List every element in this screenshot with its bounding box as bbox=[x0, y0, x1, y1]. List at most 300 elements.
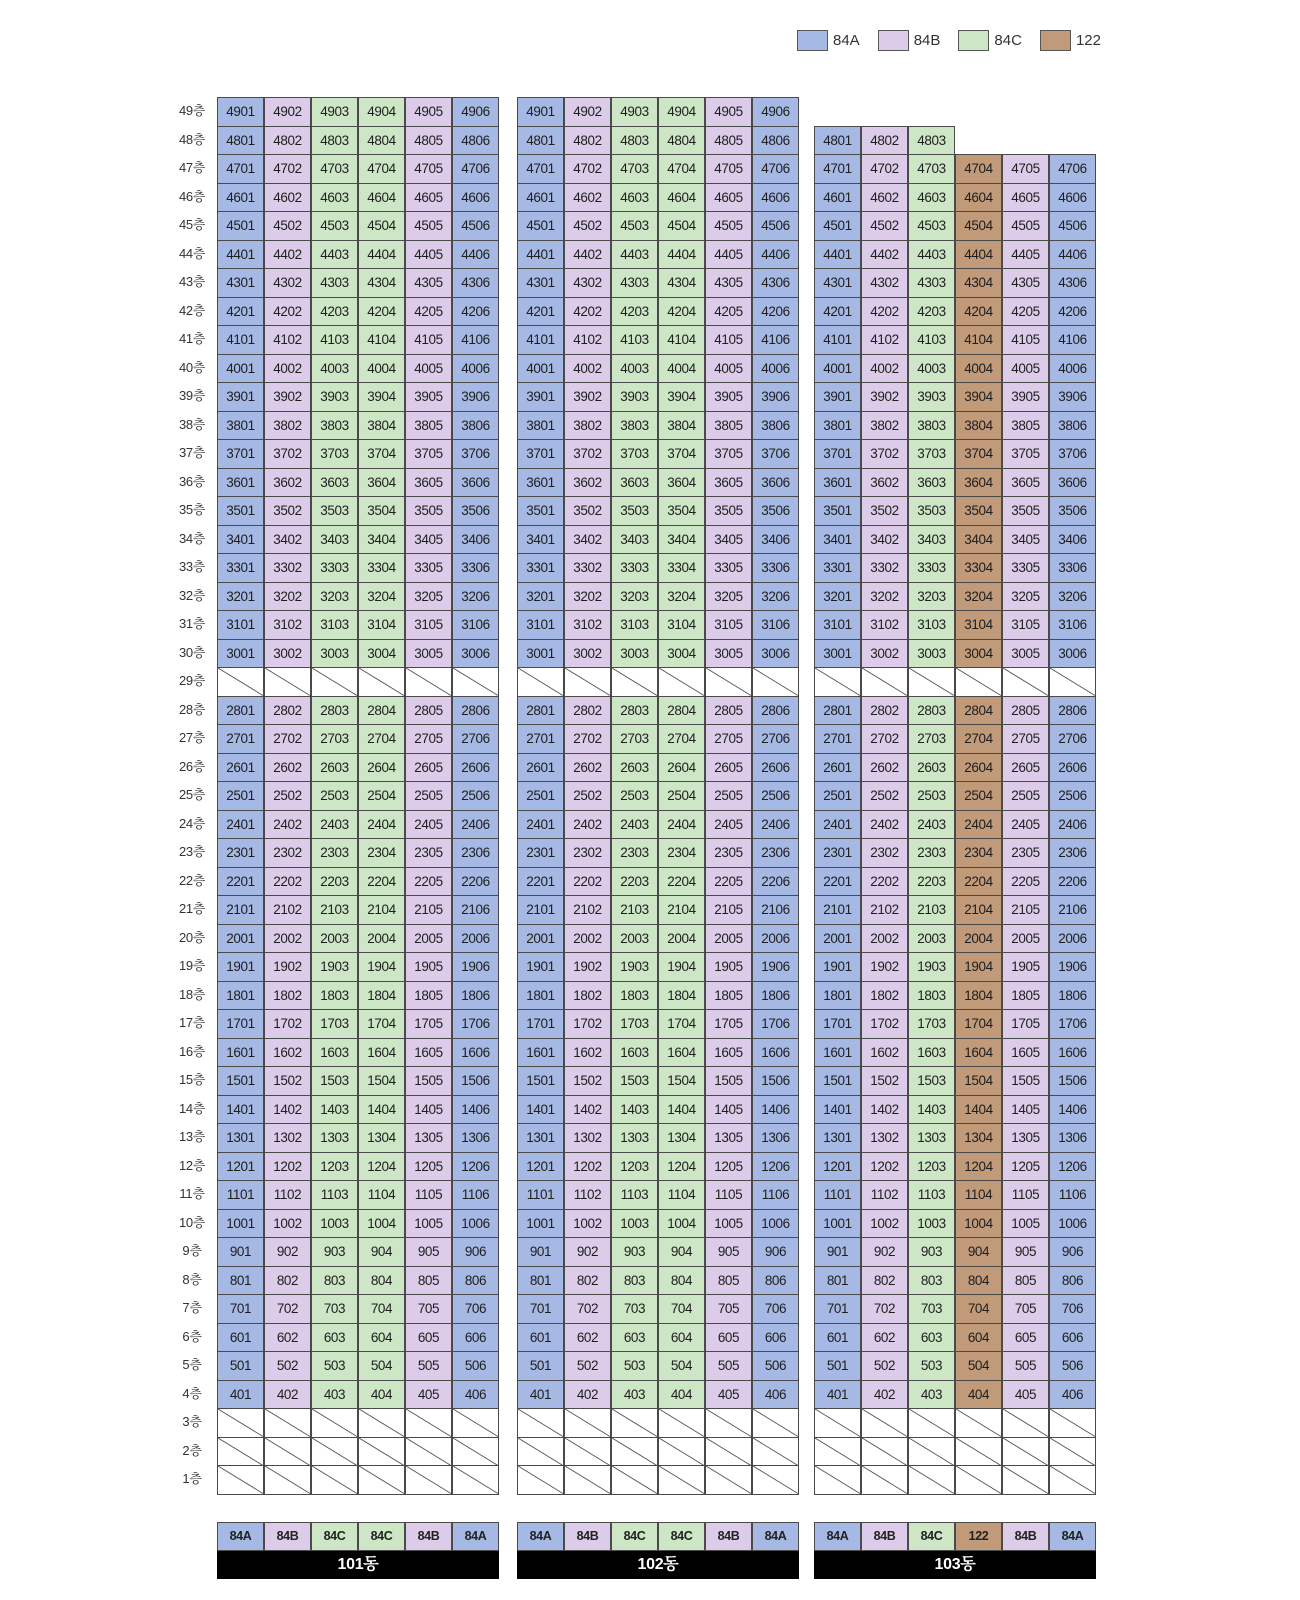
unit-cell: 2205 bbox=[1002, 867, 1049, 897]
unit-cell: 4101 bbox=[814, 325, 861, 355]
empty-unit-cell bbox=[861, 667, 908, 697]
unit-cell: 506 bbox=[752, 1351, 799, 1381]
unit-cell: 3902 bbox=[564, 382, 611, 412]
unit-cell: 3305 bbox=[1002, 553, 1049, 583]
unit-cell: 3305 bbox=[705, 553, 752, 583]
unit-cell: 2605 bbox=[705, 753, 752, 783]
unit-cell: 4501 bbox=[517, 211, 564, 241]
empty-unit-cell bbox=[1002, 1437, 1049, 1467]
unit-cell: 2802 bbox=[264, 696, 311, 726]
unit-cell: 3406 bbox=[452, 525, 499, 555]
unit-cell: 4904 bbox=[358, 97, 405, 127]
empty-unit-cell bbox=[452, 1437, 499, 1467]
empty-unit-cell bbox=[752, 1408, 799, 1438]
unit-cell: 404 bbox=[358, 1380, 405, 1410]
unit-cell: 4602 bbox=[564, 183, 611, 213]
floor-label: 26층 bbox=[178, 758, 206, 774]
unit-cell: 1201 bbox=[517, 1152, 564, 1182]
unit-cell: 1303 bbox=[908, 1123, 955, 1153]
unit-cell: 2803 bbox=[311, 696, 358, 726]
unit-cell: 1001 bbox=[814, 1209, 861, 1239]
unit-cell: 2502 bbox=[861, 781, 908, 811]
unit-cell: 4502 bbox=[264, 211, 311, 241]
unit-cell: 502 bbox=[564, 1351, 611, 1381]
empty-unit-cell bbox=[1049, 1408, 1096, 1438]
floor-label: 22층 bbox=[178, 872, 206, 888]
unit-cell: 4804 bbox=[658, 126, 705, 156]
unit-cell: 3101 bbox=[517, 610, 564, 640]
unit-cell: 3401 bbox=[517, 525, 564, 555]
unit-cell: 2502 bbox=[264, 781, 311, 811]
unit-cell: 4003 bbox=[611, 354, 658, 384]
unit-cell: 4603 bbox=[908, 183, 955, 213]
unit-cell: 3305 bbox=[405, 553, 452, 583]
empty-unit-cell bbox=[752, 1465, 799, 1495]
unit-cell: 2502 bbox=[564, 781, 611, 811]
unit-cell: 3705 bbox=[705, 439, 752, 469]
unit-cell: 502 bbox=[264, 1351, 311, 1381]
unit-cell: 1303 bbox=[611, 1123, 658, 1153]
unit-cell: 2801 bbox=[814, 696, 861, 726]
unit-cell: 3105 bbox=[705, 610, 752, 640]
unit-cell: 3004 bbox=[658, 639, 705, 669]
unit-cell: 3701 bbox=[517, 439, 564, 469]
unit-cell: 706 bbox=[452, 1294, 499, 1324]
floor-label: 36층 bbox=[178, 473, 206, 489]
unit-cell: 4701 bbox=[217, 154, 264, 184]
unit-cell: 3103 bbox=[311, 610, 358, 640]
unit-grid bbox=[517, 97, 799, 1522]
unit-cell: 4201 bbox=[217, 297, 264, 327]
legend-swatch bbox=[878, 30, 909, 51]
unit-type-cell: 84B bbox=[705, 1522, 752, 1551]
floor-label: 16층 bbox=[178, 1043, 206, 1059]
unit-cell: 1801 bbox=[814, 981, 861, 1011]
unit-cell: 4202 bbox=[264, 297, 311, 327]
unit-cell: 3906 bbox=[752, 382, 799, 412]
unit-cell: 4002 bbox=[564, 354, 611, 384]
unit-cell: 2001 bbox=[814, 924, 861, 954]
floor-label: 40층 bbox=[178, 359, 206, 375]
unit-grid bbox=[814, 97, 1096, 1522]
unit-cell: 4406 bbox=[752, 240, 799, 270]
unit-cell: 2503 bbox=[611, 781, 658, 811]
unit-cell: 1102 bbox=[564, 1180, 611, 1210]
unit-cell: 4103 bbox=[908, 325, 955, 355]
unit-cell: 504 bbox=[358, 1351, 405, 1381]
unit-cell: 4305 bbox=[705, 268, 752, 298]
unit-cell: 1106 bbox=[1049, 1180, 1096, 1210]
unit-cell: 1204 bbox=[358, 1152, 405, 1182]
empty-unit-cell bbox=[752, 667, 799, 697]
unit-cell: 2102 bbox=[264, 895, 311, 925]
unit-cell: 1805 bbox=[1002, 981, 1049, 1011]
empty-unit-cell bbox=[705, 1465, 752, 1495]
unit-cell: 4004 bbox=[955, 354, 1002, 384]
unit-cell: 3203 bbox=[611, 582, 658, 612]
unit-type-cell: 84B bbox=[564, 1522, 611, 1551]
unit-cell: 2306 bbox=[752, 838, 799, 868]
unit-cell: 4303 bbox=[611, 268, 658, 298]
empty-unit-cell bbox=[217, 1437, 264, 1467]
unit-cell: 802 bbox=[264, 1266, 311, 1296]
empty-unit-cell bbox=[217, 1465, 264, 1495]
unit-cell: 404 bbox=[955, 1380, 1002, 1410]
unit-cell: 605 bbox=[1002, 1323, 1049, 1353]
unit-cell: 2706 bbox=[1049, 724, 1096, 754]
unit-cell: 3106 bbox=[1049, 610, 1096, 640]
unit-cell: 4701 bbox=[814, 154, 861, 184]
unit-cell: 3405 bbox=[405, 525, 452, 555]
unit-cell: 3002 bbox=[564, 639, 611, 669]
unit-cell: 703 bbox=[611, 1294, 658, 1324]
empty-unit-cell bbox=[955, 1465, 1002, 1495]
unit-cell: 1404 bbox=[358, 1095, 405, 1125]
unit-cell: 1706 bbox=[452, 1009, 499, 1039]
unit-cell: 606 bbox=[752, 1323, 799, 1353]
unit-cell: 3501 bbox=[217, 496, 264, 526]
unit-cell: 4606 bbox=[1049, 183, 1096, 213]
building-name: 103동 bbox=[814, 1551, 1096, 1579]
unit-cell: 3204 bbox=[658, 582, 705, 612]
unit-cell: 2103 bbox=[311, 895, 358, 925]
unit-cell: 4706 bbox=[1049, 154, 1096, 184]
unit-cell: 3404 bbox=[955, 525, 1002, 555]
floor-label: 9층 bbox=[182, 1243, 202, 1258]
unit-cell: 4204 bbox=[658, 297, 705, 327]
floor-label: 23층 bbox=[178, 844, 206, 859]
unit-cell: 4604 bbox=[658, 183, 705, 213]
empty-unit-cell bbox=[517, 1437, 564, 1467]
unit-cell: 4902 bbox=[564, 97, 611, 127]
empty-unit-cell bbox=[517, 1408, 564, 1438]
unit-type-row bbox=[517, 1522, 799, 1551]
unit-cell: 2703 bbox=[611, 724, 658, 754]
unit-cell: 704 bbox=[955, 1294, 1002, 1324]
floor-label: 42층 bbox=[178, 302, 206, 318]
unit-cell: 2401 bbox=[517, 810, 564, 840]
empty-unit-cell bbox=[564, 1437, 611, 1467]
unit-cell: 2305 bbox=[705, 838, 752, 868]
unit-cell: 2105 bbox=[1002, 895, 1049, 925]
unit-cell: 802 bbox=[861, 1266, 908, 1296]
unit-cell: 3002 bbox=[861, 639, 908, 669]
unit-cell: 1704 bbox=[955, 1009, 1002, 1039]
unit-cell: 4103 bbox=[611, 325, 658, 355]
unit-cell: 1904 bbox=[955, 952, 1002, 982]
empty-unit-cell bbox=[611, 667, 658, 697]
unit-cell: 3802 bbox=[564, 411, 611, 441]
unit-cell: 3405 bbox=[705, 525, 752, 555]
unit-cell: 4703 bbox=[908, 154, 955, 184]
unit-cell: 4802 bbox=[264, 126, 311, 156]
unit-cell: 702 bbox=[861, 1294, 908, 1324]
unit-cell: 801 bbox=[217, 1266, 264, 1296]
unit-cell: 4601 bbox=[814, 183, 861, 213]
empty-unit-cell bbox=[1049, 1437, 1096, 1467]
unit-cell: 1202 bbox=[564, 1152, 611, 1182]
empty-unit-cell bbox=[217, 667, 264, 697]
unit-cell: 2405 bbox=[705, 810, 752, 840]
unit-cell: 1202 bbox=[861, 1152, 908, 1182]
unit-cell: 1702 bbox=[861, 1009, 908, 1039]
empty-unit-cell bbox=[1049, 1465, 1096, 1495]
unit-cell: 1705 bbox=[1002, 1009, 1049, 1039]
unit-cell: 701 bbox=[517, 1294, 564, 1324]
floor-label: 48층 bbox=[178, 131, 206, 147]
unit-cell: 3501 bbox=[517, 496, 564, 526]
unit-cell: 1503 bbox=[311, 1066, 358, 1096]
unit-cell: 1703 bbox=[611, 1009, 658, 1039]
unit-cell: 2106 bbox=[1049, 895, 1096, 925]
unit-cell: 1003 bbox=[611, 1209, 658, 1239]
unit-cell: 1105 bbox=[705, 1180, 752, 1210]
unit-cell: 4304 bbox=[358, 268, 405, 298]
unit-cell: 404 bbox=[658, 1380, 705, 1410]
unit-cell: 505 bbox=[1002, 1351, 1049, 1381]
unit-cell: 2004 bbox=[955, 924, 1002, 954]
unit-cell: 4701 bbox=[517, 154, 564, 184]
empty-unit-cell bbox=[705, 667, 752, 697]
unit-cell: 3101 bbox=[217, 610, 264, 640]
unit-cell: 405 bbox=[1002, 1380, 1049, 1410]
empty-unit-cell bbox=[311, 1437, 358, 1467]
floor-label: 34층 bbox=[178, 530, 206, 546]
unit-cell: 1401 bbox=[217, 1095, 264, 1125]
unit-cell: 2603 bbox=[908, 753, 955, 783]
unit-cell: 2005 bbox=[1002, 924, 1049, 954]
unit-cell: 1104 bbox=[955, 1180, 1002, 1210]
unit-cell: 1003 bbox=[908, 1209, 955, 1239]
unit-cell: 1001 bbox=[517, 1209, 564, 1239]
empty-unit-cell bbox=[861, 1465, 908, 1495]
unit-cell: 2701 bbox=[217, 724, 264, 754]
unit-cell: 1402 bbox=[564, 1095, 611, 1125]
empty-unit-cell bbox=[861, 1408, 908, 1438]
unit-cell: 3202 bbox=[264, 582, 311, 612]
unit-cell: 1303 bbox=[311, 1123, 358, 1153]
unit-cell: 2404 bbox=[955, 810, 1002, 840]
unit-cell: 3102 bbox=[861, 610, 908, 640]
unit-cell: 1104 bbox=[358, 1180, 405, 1210]
unit-cell: 1405 bbox=[405, 1095, 452, 1125]
floor-label: 6층 bbox=[182, 1328, 202, 1344]
unit-cell: 2001 bbox=[517, 924, 564, 954]
unit-cell: 1403 bbox=[311, 1095, 358, 1125]
unit-cell: 3202 bbox=[564, 582, 611, 612]
unit-cell: 1304 bbox=[658, 1123, 705, 1153]
unit-cell: 3701 bbox=[217, 439, 264, 469]
unit-cell: 503 bbox=[611, 1351, 658, 1381]
unit-cell: 3905 bbox=[705, 382, 752, 412]
unit-cell: 4806 bbox=[752, 126, 799, 156]
empty-unit-cell bbox=[1002, 667, 1049, 697]
unit-cell: 706 bbox=[1049, 1294, 1096, 1324]
unit-cell: 4204 bbox=[955, 297, 1002, 327]
floor-label: 17층 bbox=[178, 1015, 206, 1030]
unit-cell: 501 bbox=[217, 1351, 264, 1381]
unit-cell: 4501 bbox=[814, 211, 861, 241]
unit-cell: 1103 bbox=[908, 1180, 955, 1210]
unit-grid bbox=[217, 97, 499, 1522]
unit-cell: 3503 bbox=[908, 496, 955, 526]
unit-cell: 4204 bbox=[358, 297, 405, 327]
unit-cell: 1103 bbox=[611, 1180, 658, 1210]
unit-cell: 3902 bbox=[264, 382, 311, 412]
legend-item-84C bbox=[958, 30, 1022, 51]
unit-cell: 1102 bbox=[861, 1180, 908, 1210]
unit-cell: 1604 bbox=[358, 1038, 405, 1068]
empty-unit-cell bbox=[358, 1408, 405, 1438]
unit-cell: 1606 bbox=[452, 1038, 499, 1068]
unit-cell: 3904 bbox=[358, 382, 405, 412]
empty-unit-cell bbox=[405, 1465, 452, 1495]
floor-label: 15층 bbox=[178, 1072, 206, 1087]
unit-cell: 4103 bbox=[311, 325, 358, 355]
unit-cell: 4401 bbox=[814, 240, 861, 270]
empty-unit-cell bbox=[908, 1437, 955, 1467]
unit-cell: 3401 bbox=[814, 525, 861, 555]
unit-cell: 3101 bbox=[814, 610, 861, 640]
unit-cell: 2206 bbox=[452, 867, 499, 897]
empty-unit-cell bbox=[658, 667, 705, 697]
unit-cell: 1806 bbox=[752, 981, 799, 1011]
unit-cell: 1804 bbox=[658, 981, 705, 1011]
unit-cell: 4501 bbox=[217, 211, 264, 241]
unit-cell: 2503 bbox=[311, 781, 358, 811]
unit-cell: 2002 bbox=[264, 924, 311, 954]
unit-cell: 2505 bbox=[705, 781, 752, 811]
unit-cell: 4702 bbox=[861, 154, 908, 184]
unit-cell: 3102 bbox=[264, 610, 311, 640]
empty-unit-cell bbox=[814, 667, 861, 697]
unit-cell: 1705 bbox=[705, 1009, 752, 1039]
unit-cell: 3503 bbox=[311, 496, 358, 526]
unit-cell: 2604 bbox=[955, 753, 1002, 783]
unit-cell: 2102 bbox=[564, 895, 611, 925]
unit-cell: 3505 bbox=[1002, 496, 1049, 526]
empty-unit-cell bbox=[611, 1465, 658, 1495]
unit-cell: 3404 bbox=[658, 525, 705, 555]
unit-cell: 501 bbox=[517, 1351, 564, 1381]
unit-type-cell: 84A bbox=[1049, 1522, 1096, 1551]
unit-cell: 402 bbox=[564, 1380, 611, 1410]
empty-unit-cell bbox=[814, 1408, 861, 1438]
unit-cell: 2301 bbox=[517, 838, 564, 868]
empty-unit-cell bbox=[611, 1408, 658, 1438]
empty-unit-cell bbox=[1002, 1408, 1049, 1438]
unit-cell: 1806 bbox=[1049, 981, 1096, 1011]
unit-type-cell: 84C bbox=[611, 1522, 658, 1551]
unit-cell: 3801 bbox=[217, 411, 264, 441]
unit-cell: 1604 bbox=[955, 1038, 1002, 1068]
unit-cell: 3804 bbox=[955, 411, 1002, 441]
unit-cell: 4603 bbox=[611, 183, 658, 213]
building-name: 102동 bbox=[517, 1551, 799, 1579]
unit-cell: 2006 bbox=[452, 924, 499, 954]
unit-cell: 4102 bbox=[564, 325, 611, 355]
unit-cell: 703 bbox=[908, 1294, 955, 1324]
unit-cell: 1106 bbox=[452, 1180, 499, 1210]
floor-label: 19층 bbox=[178, 958, 206, 973]
unit-cell: 2505 bbox=[1002, 781, 1049, 811]
unit-type-cell: 84A bbox=[814, 1522, 861, 1551]
unit-cell: 1004 bbox=[358, 1209, 405, 1239]
empty-unit-cell bbox=[311, 1408, 358, 1438]
unit-cell: 3304 bbox=[658, 553, 705, 583]
unit-cell: 3503 bbox=[611, 496, 658, 526]
empty-unit-cell bbox=[705, 1437, 752, 1467]
unit-cell: 704 bbox=[658, 1294, 705, 1324]
unit-type-row bbox=[217, 1522, 499, 1551]
floor-label: 33층 bbox=[178, 559, 206, 574]
unit-cell: 4602 bbox=[264, 183, 311, 213]
unit-cell: 3306 bbox=[452, 553, 499, 583]
unit-cell: 4605 bbox=[705, 183, 752, 213]
unit-cell: 4005 bbox=[705, 354, 752, 384]
unit-cell: 1006 bbox=[752, 1209, 799, 1239]
unit-cell: 4004 bbox=[358, 354, 405, 384]
empty-unit-cell bbox=[452, 1465, 499, 1495]
unit-cell: 1002 bbox=[861, 1209, 908, 1239]
unit-cell: 4803 bbox=[311, 126, 358, 156]
unit-cell: 1504 bbox=[955, 1066, 1002, 1096]
unit-cell: 2301 bbox=[814, 838, 861, 868]
unit-cell: 2201 bbox=[814, 867, 861, 897]
unit-cell: 3903 bbox=[311, 382, 358, 412]
unit-cell: 4001 bbox=[217, 354, 264, 384]
unit-cell: 1201 bbox=[217, 1152, 264, 1182]
unit-cell: 1904 bbox=[358, 952, 405, 982]
unit-cell: 1901 bbox=[517, 952, 564, 982]
unit-cell: 1503 bbox=[611, 1066, 658, 1096]
empty-unit-cell bbox=[564, 667, 611, 697]
unit-cell: 4206 bbox=[752, 297, 799, 327]
unit-cell: 2401 bbox=[217, 810, 264, 840]
unit-cell: 601 bbox=[814, 1323, 861, 1353]
unit-cell: 4604 bbox=[358, 183, 405, 213]
unit-cell: 3801 bbox=[814, 411, 861, 441]
empty-unit-cell bbox=[264, 667, 311, 697]
unit-cell: 4502 bbox=[564, 211, 611, 241]
floor-label: 7층 bbox=[182, 1300, 202, 1315]
unit-cell: 3201 bbox=[517, 582, 564, 612]
unit-cell: 1605 bbox=[405, 1038, 452, 1068]
floor-label: 41층 bbox=[178, 331, 206, 346]
unit-cell: 1806 bbox=[452, 981, 499, 1011]
unit-cell: 2802 bbox=[861, 696, 908, 726]
unit-cell: 4503 bbox=[908, 211, 955, 241]
legend-label: 84B bbox=[913, 31, 941, 49]
unit-cell: 2804 bbox=[658, 696, 705, 726]
unit-cell: 603 bbox=[908, 1323, 955, 1353]
unit-cell: 1406 bbox=[452, 1095, 499, 1125]
unit-cell: 3302 bbox=[564, 553, 611, 583]
unit-cell: 3203 bbox=[908, 582, 955, 612]
unit-cell: 1602 bbox=[861, 1038, 908, 1068]
unit-cell: 2301 bbox=[217, 838, 264, 868]
unit-cell: 505 bbox=[405, 1351, 452, 1381]
unit-cell: 3005 bbox=[705, 639, 752, 669]
unit-cell: 2703 bbox=[311, 724, 358, 754]
unit-cell: 2603 bbox=[311, 753, 358, 783]
empty-unit-cell bbox=[264, 1437, 311, 1467]
unit-cell: 904 bbox=[658, 1237, 705, 1267]
unit-cell: 2805 bbox=[405, 696, 452, 726]
unit-cell: 3704 bbox=[358, 439, 405, 469]
unit-cell: 3004 bbox=[358, 639, 405, 669]
unit-cell: 3606 bbox=[1049, 468, 1096, 498]
